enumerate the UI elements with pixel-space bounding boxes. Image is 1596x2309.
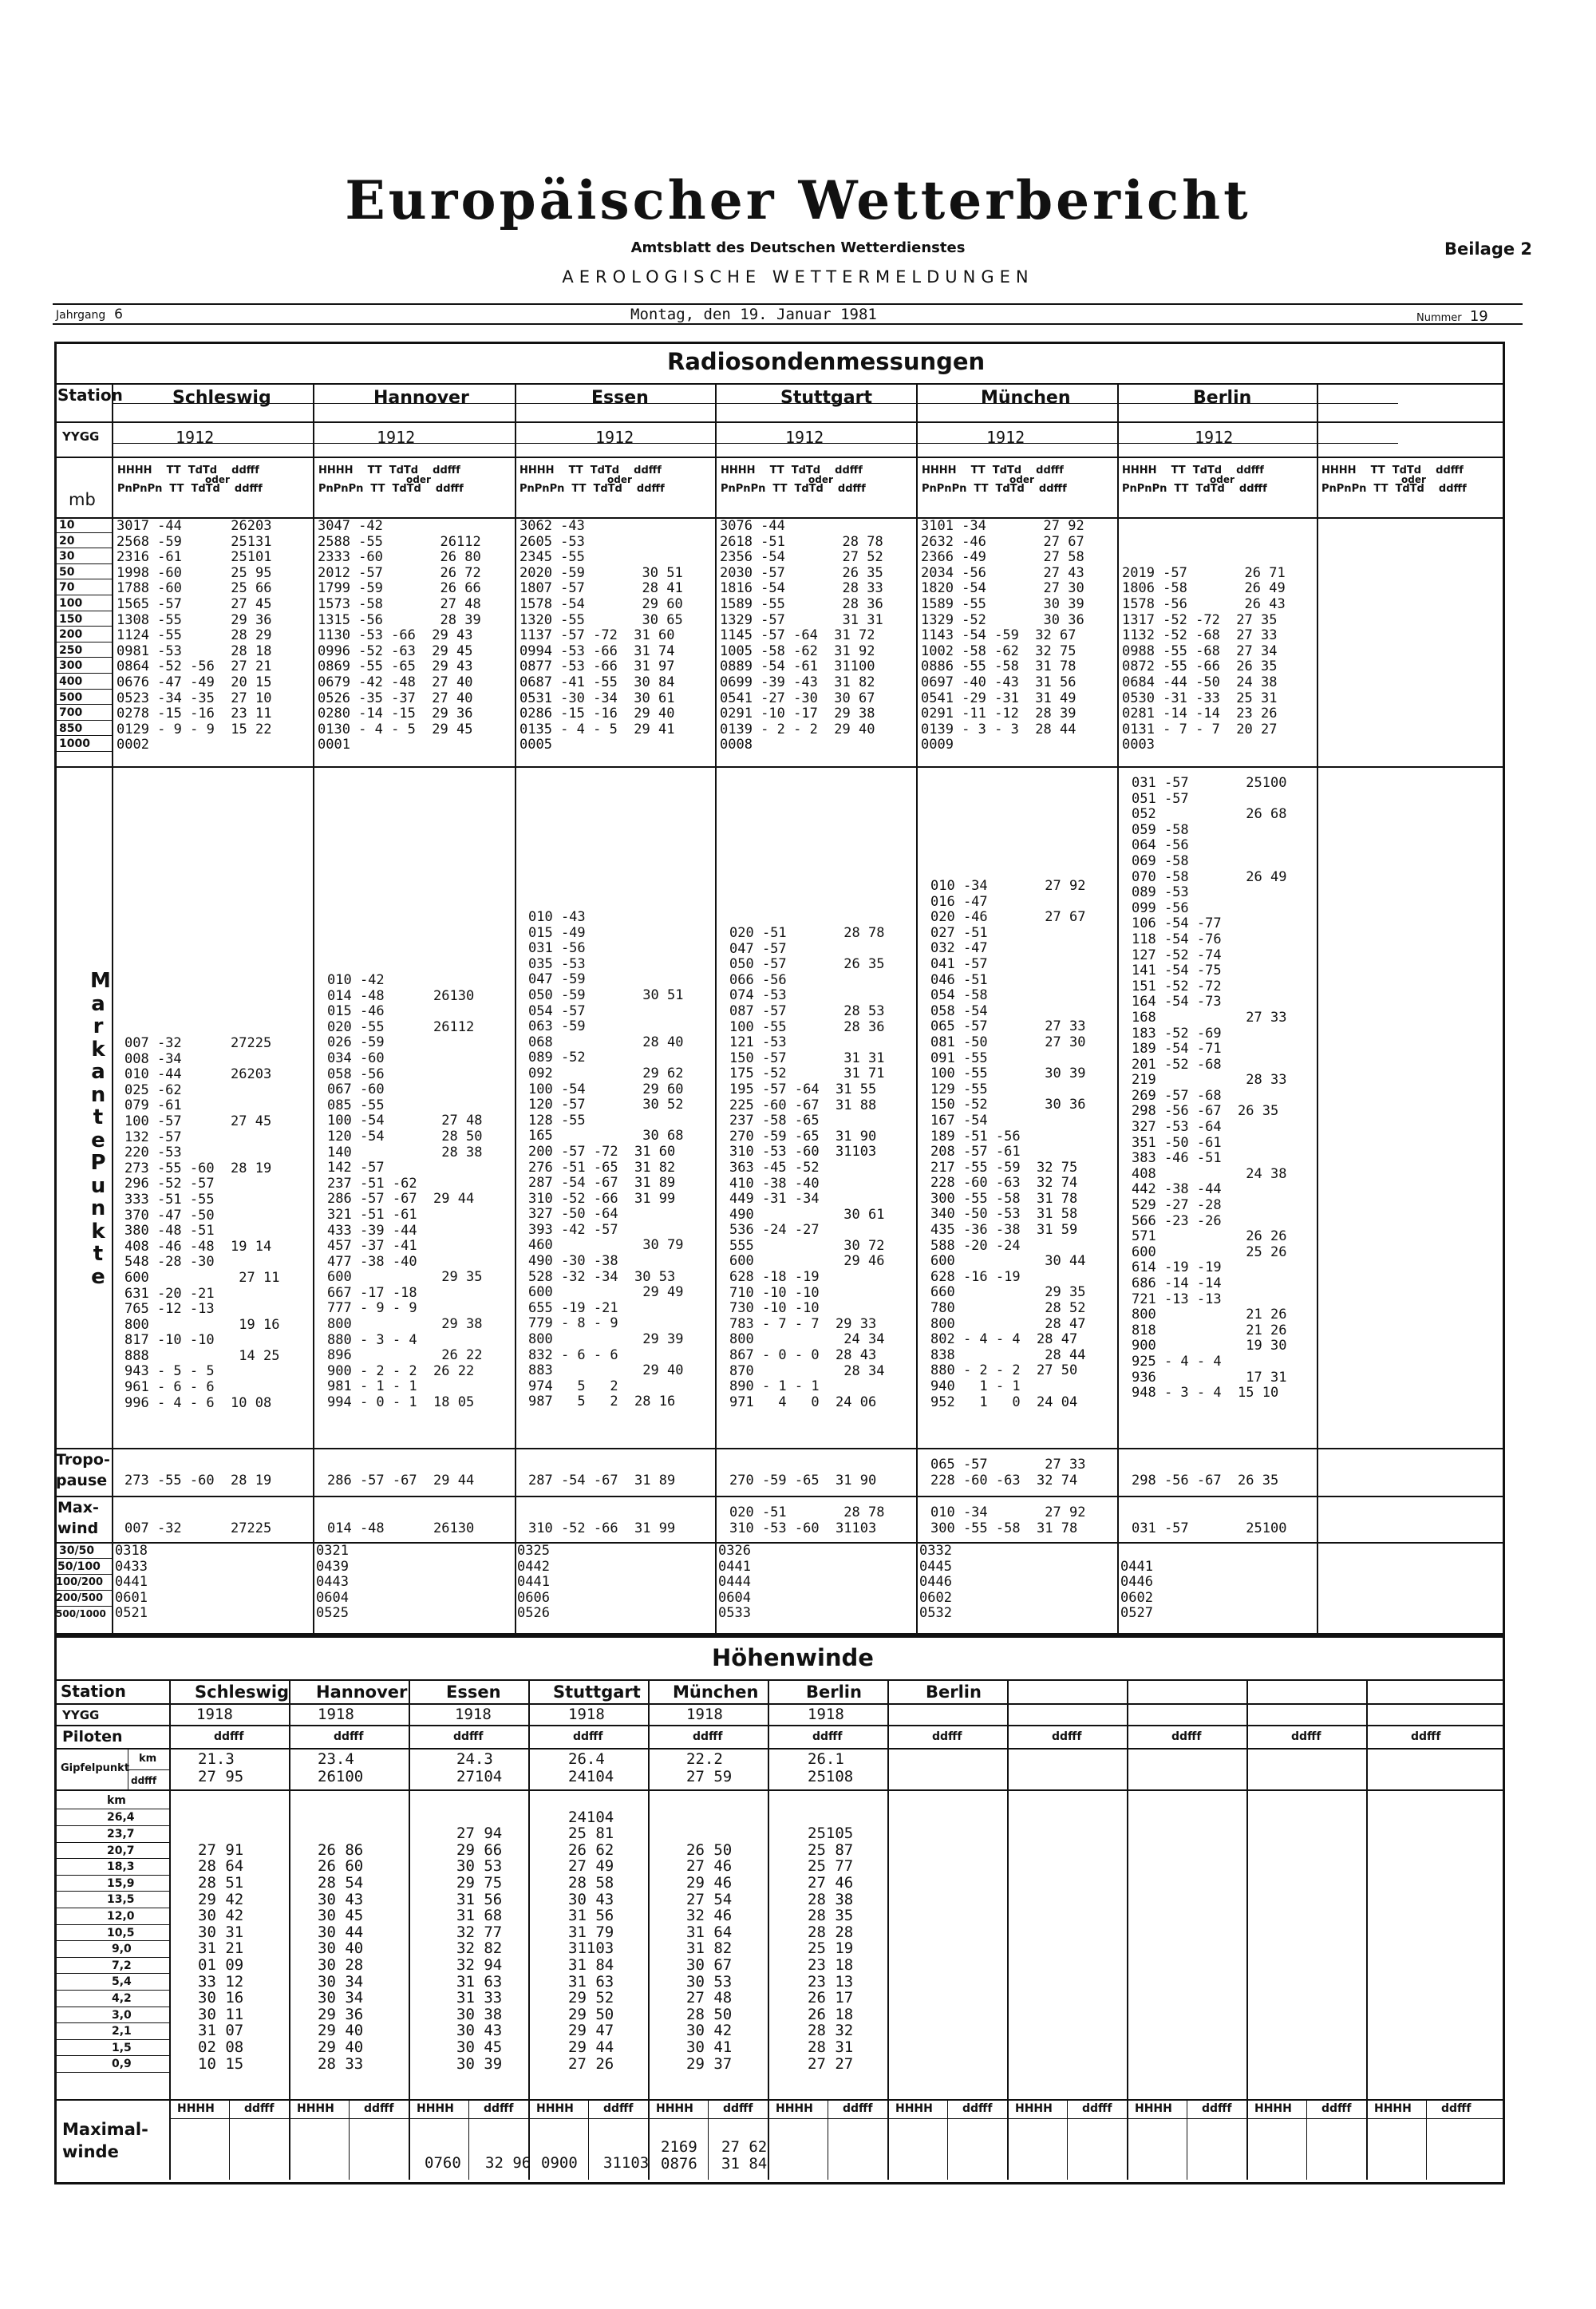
- mb-level: 400: [59, 675, 83, 688]
- rs-rule-6: [54, 1448, 1503, 1449]
- sig-points-muenchen: 010 -34 27 92 016 -47 020 -46 27 67 027 -51 032 -47 041 -57 046 -51 054 -58 058 -54 065 -57 27 33 081 -50 27 30 091 -55 100 -55 30 39 129 -55 150 -52 30 36 167 -54 189 -51 -56 208 -57 -61 217 -55 -59 32 75 228 -60 -63 32 74 300 -55 -58 31 78 340 -50 -53 31 58 435 -36 -38 31 59 588 -20 -24 600 30 44 628 -16 -19 660 29 35 780 28 52 800 28 47 802 - 4 - 4 28 47 838 28 44 880 - 2 - 2 27 50 940 1 - 1 952 1 0 24 04: [930, 878, 1086, 1410]
- hw-height: 26,4: [107, 1811, 135, 1824]
- layer-label: 500/1000: [56, 1608, 106, 1619]
- format-head: [318, 461, 510, 498]
- hw-max-sub-rule: [1426, 2099, 1427, 2180]
- hw-max-ddfff-head: ddfff: [1082, 2102, 1112, 2115]
- hw-height-rule: [54, 1891, 169, 1892]
- sig-points-schleswig: 007 -32 27225 008 -34 010 -44 26203 025 -62 079 -61 100 -57 27 45 132 -57 220 -53 273 -55 -60 28 19 296 -52 -57 333 -51 -55 370 -47 -50 380 -48 -51 408 -46 -48 19 14 548 -28 -30 600 27 11 631 -20 -21 765 -12 -13 800 19 16 817 -10 -10 888 14 25 943 - 5 - 5 961 - 6 - 6 996 - 4 - 6 10 08: [124, 1035, 280, 1411]
- hw-gipfel-km: 22.2: [686, 1750, 723, 1768]
- hw-col-rule: [1366, 1679, 1368, 2180]
- hw-gipfel-ddfff: 27 59: [686, 1768, 733, 1785]
- layer-label: 30/50: [59, 1544, 95, 1557]
- layer-rule: [54, 1606, 113, 1607]
- hw-max-ddfff-head: ddfff: [843, 2102, 873, 2115]
- sig-points-essen: 010 -43 015 -49 031 -56 035 -53 047 -59 050 -59 30 51 054 -57 063 -59 068 28 40 089 -52 092 29 62 100 -54 29 60 120 -57 30 52 128 -55 165 30 68 200 -57 -72 31 60 276 -51 -65 31 82 287 -54 -67 31 89 310 -52 -66 31 99 327 -50 -64 393 -42 -57 460 30 79 490 -30 -38 528 -32 -34 30 53 600 29 49 655 -19 -21 779 - 8 - 9 800 29 39 832 - 6 - 6 883 29 40 974 5 2 987 5 2 28 16: [528, 909, 684, 1410]
- mb-level: 50: [59, 566, 75, 579]
- hw-hhhh-head: HHHH: [656, 2102, 693, 2115]
- hw-height: 0,9: [112, 2058, 132, 2070]
- hw-height: 3,0: [112, 2009, 132, 2022]
- jahrgang-label: Jahrgang: [56, 309, 106, 322]
- mb-rule: [54, 563, 113, 564]
- tropo-essen: 287 -54 -67 31 89: [528, 1473, 676, 1489]
- hw-max-sub-rule: [229, 2099, 230, 2180]
- hw-height: 9,0: [112, 1943, 132, 1955]
- station-label: Station: [57, 385, 123, 405]
- yygg-value: 1912: [1195, 428, 1234, 447]
- tropo-schleswig: 273 -55 -60 28 19: [124, 1473, 272, 1489]
- hw-height-rule: [54, 1875, 169, 1876]
- tropo-hannover: 286 -57 -67 29 44: [327, 1473, 475, 1489]
- yygg-value: 1912: [986, 428, 1025, 447]
- hw-height: 12,0: [107, 1910, 135, 1923]
- hw-height: 23,7: [107, 1828, 135, 1840]
- mb-rule: [54, 689, 113, 690]
- rs-rule-7: [54, 1496, 1503, 1497]
- hw-ddfff-head: ddfff: [1411, 1730, 1441, 1743]
- rs-col-rule: [715, 383, 717, 1633]
- format-head-line2: oder: [607, 474, 632, 485]
- hw-height: 18,3: [107, 1860, 135, 1873]
- layers-muenchen: 0332 0445 0446 0602 0532: [919, 1543, 952, 1622]
- hw-max-ddfff-head: ddfff: [244, 2102, 275, 2115]
- tropo-label: Tropo- pause: [56, 1451, 110, 1489]
- hw-rule: [54, 1789, 1503, 1791]
- station-name: Essen: [591, 388, 649, 408]
- hw-height-rule: [54, 1825, 169, 1826]
- hw-max-muenchen-h: 2169 0876: [661, 2138, 697, 2173]
- hw-gipfel-km: 26.4: [568, 1750, 605, 1768]
- mb-rule: [54, 657, 113, 658]
- hw-hhhh-head: HHHH: [177, 2102, 215, 2115]
- hw-station-name: München: [673, 1682, 759, 1702]
- hw-height-rule: [54, 2072, 169, 2073]
- hw-max-sub-rule: [1306, 2099, 1307, 2180]
- hw-max-stuttgart-h: 0900: [541, 2154, 578, 2172]
- hw-hhhh-head: HHHH: [895, 2102, 933, 2115]
- hw-ddfff-head: ddfff: [453, 1730, 484, 1743]
- maxwind-label: Max- wind: [57, 1499, 99, 1537]
- hw-winds-hannover: 26 86 26 60 28 54 30 43 30 45 30 44 30 40 30 28 30 34 30 34 29 36 29 40 29 40 28 33: [318, 1840, 364, 2073]
- hw-gipfel-label: Gipfelpunkt: [61, 1762, 130, 1774]
- hw-ddfff-head: ddfff: [573, 1730, 603, 1743]
- hw-max-sub-rule: [588, 2099, 589, 2180]
- hw-winds-essen: 27 94 29 66 30 53 29 75 31 56 31 68 32 77 32 82 32 94 31 63 31 33 30 38 30 43 30 45 30 39: [456, 1825, 503, 2073]
- layer-label: 100/200: [56, 1576, 104, 1588]
- mb-label: mb: [69, 490, 96, 509]
- rs-rule-2: [54, 421, 1503, 423]
- hw-height-rule: [54, 1957, 169, 1958]
- hw-winds-schleswig: 27 91 28 64 28 51 29 42 30 42 30 31 31 21 01 09 33 12 30 16 30 11 31 07 02 08 10 15: [198, 1840, 244, 2073]
- hw-max-essen-h: 0760: [425, 2154, 461, 2172]
- hw-height: 10,5: [107, 1927, 135, 1939]
- hw-max-ddfff-head: ddfff: [1441, 2102, 1472, 2115]
- hw-yygg-value: 1918: [686, 1706, 723, 1723]
- mb-level: 200: [59, 628, 83, 641]
- hw-maximal-label: Maximal- winde: [62, 2120, 148, 2161]
- tropo-stuttgart: 270 -59 -65 31 90: [729, 1473, 877, 1489]
- format-head-line3: PnPnPn TT TdTd ddfff: [922, 483, 1067, 495]
- layer-label: 200/500: [56, 1592, 104, 1604]
- mb-level: 100: [59, 597, 83, 610]
- hw-gipfel-km: 23.4: [318, 1750, 354, 1768]
- hw-max-essen-d: 32 96: [485, 2154, 531, 2172]
- hoehenwinde-title: Höhenwinde: [712, 1644, 874, 1671]
- hw-yygg-value: 1918: [318, 1706, 354, 1723]
- layer-rule: [54, 1558, 113, 1559]
- markante-punkte-text: Markante Punkte: [90, 969, 111, 1289]
- hw-max-sub-rule: [947, 2099, 948, 2180]
- station-name: Schleswig: [172, 388, 271, 408]
- mb-level: 1000: [59, 737, 90, 750]
- format-head-line1: HHHH TT TdTd ddfff: [318, 465, 460, 476]
- hw-ddfff-head: ddfff: [812, 1730, 843, 1743]
- tropo-muenchen: 065 -57 27 33 228 -60 -63 32 74: [930, 1457, 1086, 1489]
- hw-yygg-label: YYGG: [62, 1708, 100, 1722]
- hw-winds-stuttgart: 24104 25 81 26 62 27 49 28 58 30 43 31 56 31 79 31103 31 84 31 63 29 52 29 50 29 47 29 44 27 26: [568, 1808, 614, 2073]
- rs-rule-5: [54, 766, 1503, 768]
- hw-col-rule: [887, 1679, 889, 2180]
- layers-schleswig: 0318 0433 0441 0601 0521: [115, 1543, 148, 1622]
- maxwind-berlin: 031 -57 25100: [1132, 1520, 1287, 1536]
- std-levels-hannover: 3047 -42 2588 -55 26112 2333 -60 26 80 2012 -57 26 72 1799 -59 26 66 1573 -58 27 48 1315 -56 28 39 1130 -53 -66 29 43 0996 -52 -63 29 45 0869 -55 -65 29 43 0679 -42 -48 27 40 0526 -35 -37 27 40 0280 -14 -15 29 36 0130 - 4 - 5 29 45 0001: [318, 518, 481, 753]
- hw-station-name: Schleswig: [195, 1682, 290, 1702]
- hw-rule: [54, 1748, 1503, 1750]
- sig-points-hannover: 010 -42 014 -48 26130 015 -46 020 -55 26112 026 -59 034 -60 058 -56 067 -60 085 -55 100 -54 27 48 120 -54 28 50 140 28 38 142 -57 237 -51 -62 286 -57 -67 29 44 321 -51 -61 433 -39 -44 457 -37 -41 477 -38 -40 600 29 35 667 -17 -18 777 - 9 - 9 800 29 38 880 - 3 - 4 896 26 22 900 - 2 - 2 26 22 981 - 1 - 1 994 - 0 - 1 18 05: [327, 972, 483, 1411]
- hw-ddfff-head: ddfff: [214, 1730, 244, 1743]
- hw-height-rule: [54, 2022, 169, 2023]
- format-head-line1: HHHH TT TdTd ddfff: [117, 465, 259, 476]
- hw-height: 4,2: [112, 1992, 132, 2005]
- hw-col-rule: [768, 1679, 769, 2180]
- hw-station-name: Hannover: [316, 1682, 408, 1702]
- mb-level: 30: [59, 550, 75, 563]
- hw-rule: [54, 1725, 1503, 1726]
- hw-col-rule: [648, 1679, 650, 2180]
- mb-rule: [54, 751, 113, 752]
- mb-rule: [54, 626, 113, 627]
- sig-points-stuttgart: 020 -51 28 78 047 -57 050 -57 26 35 066 -56 074 -53 087 -57 28 53 100 -55 28 36 121 -53 150 -57 31 31 175 -52 31 71 195 -57 -64 31 55 225 -60 -67 31 88 237 -58 -65 270 -59 -65 31 90 310 -53 -60 31103 363 -45 -52 410 -38 -40 449 -31 -34 490 30 61 536 -24 -27 555 30 72 600 29 46 628 -18 -19 710 -10 -10 730 -10 -10 783 - 7 - 7 29 33 800 24 34 867 - 0 - 0 28 43 870 28 34 890 - 1 - 1 971 4 0 24 06: [729, 925, 885, 1410]
- hw-max-ddfff-head: ddfff: [1321, 2102, 1352, 2115]
- format-head-line3: PnPnPn TT TdTd ddfff: [519, 483, 665, 495]
- format-head-line1: HHHH TT TdTd ddfff: [922, 465, 1064, 476]
- hw-max-ddfff-head: ddfff: [723, 2102, 753, 2115]
- std-levels-schleswig: 3017 -44 26203 2568 -59 25131 2316 -61 25101 1998 -60 25 95 1788 -60 25 66 1565 -57 27 45 1308 -55 29 36 1124 -55 28 29 0981 -53 28 18 0864 -52 -56 27 21 0676 -47 -49 20 15 0523 -34 -35 27 10 0278 -15 -16 23 11 0129 - 9 - 9 15 22 0002: [117, 518, 272, 753]
- layer-label: 50/100: [57, 1560, 101, 1573]
- mb-level: 10: [59, 519, 75, 532]
- format-head: [922, 461, 1113, 498]
- rs-rule-3: [54, 457, 1503, 458]
- hw-gipfel-ddfff: 25108: [808, 1768, 854, 1785]
- hw-height: 20,7: [107, 1844, 135, 1857]
- hw-height: 5,4: [112, 1975, 132, 1988]
- mb-rule: [54, 735, 113, 736]
- hw-piloten-label: Piloten: [62, 1728, 123, 1746]
- format-head-line2: oder: [1401, 474, 1426, 485]
- format-head-line3: PnPnPn TT TdTd ddfff: [721, 483, 866, 495]
- rs-col-rule: [916, 383, 918, 1633]
- hw-col-rule: [1007, 1679, 1009, 2180]
- hw-hhhh-head: HHHH: [1374, 2102, 1412, 2115]
- hw-height-rule: [54, 1940, 169, 1941]
- hw-gipfel-km: 26.1: [808, 1750, 844, 1768]
- hw-station-name: Berlin: [806, 1682, 862, 1702]
- hw-gipfel-km: 21.3: [198, 1750, 235, 1768]
- format-head: [1122, 461, 1314, 498]
- hw-height: 13,5: [107, 1893, 135, 1906]
- layers-essen: 0325 0442 0441 0606 0526: [517, 1543, 550, 1622]
- hw-height-rule: [54, 1990, 169, 1991]
- nummer-value: 19: [1469, 308, 1488, 325]
- format-head-line1: HHHH TT TdTd ddfff: [1321, 465, 1464, 476]
- hw-max-ddfff-head: ddfff: [484, 2102, 514, 2115]
- hw-yygg-value: 1918: [568, 1706, 605, 1723]
- hw-col-rule: [409, 1679, 410, 2180]
- maxwind-essen: 310 -52 -66 31 99: [528, 1520, 676, 1536]
- markante-punkte-label: [85, 970, 112, 1288]
- mb-rule: [54, 673, 113, 674]
- format-head-line1: HHHH TT TdTd ddfff: [519, 465, 662, 476]
- yygg-label: YYGG: [62, 429, 100, 444]
- format-head-line2: oder: [205, 474, 230, 485]
- layers-stuttgart: 0326 0441 0444 0604 0533: [718, 1543, 751, 1622]
- layers-berlin: 0441 0446 0602 0527: [1120, 1558, 1153, 1622]
- format-head: [721, 461, 912, 498]
- station-name: Stuttgart: [780, 388, 873, 408]
- format-head-line3: PnPnPn TT TdTd ddfff: [1321, 483, 1467, 495]
- hw-height-rule: [54, 1924, 169, 1925]
- hw-yygg-value: 1918: [455, 1706, 492, 1723]
- mb-level: 20: [59, 535, 75, 548]
- hw-max-muenchen-d: 27 62 31 84: [721, 2138, 768, 2173]
- hw-max-ddfff-head: ddfff: [603, 2102, 634, 2115]
- nummer: [1416, 308, 1488, 325]
- rs-col-rule: [1317, 383, 1318, 1633]
- radiosonde-title: Radiosondenmessungen: [667, 348, 986, 375]
- maxwind-schleswig: 007 -32 27225: [124, 1520, 272, 1536]
- jahrgang: [56, 306, 123, 322]
- hw-yygg-value: 1918: [808, 1706, 844, 1723]
- hw-max-sub-rule: [1067, 2099, 1068, 2180]
- yygg-value: 1912: [176, 428, 215, 447]
- mb-level: 300: [59, 659, 83, 672]
- hw-col-rule: [1246, 1679, 1248, 2180]
- hw-ddfff-head: ddfff: [693, 1730, 723, 1743]
- format-head-line1: HHHH TT TdTd ddfff: [721, 465, 863, 476]
- format-head-line2: oder: [1009, 474, 1034, 485]
- hw-ddfff-head: ddfff: [1171, 1730, 1202, 1743]
- subtitle: Amtsblatt des Deutschen Wetterdienstes: [630, 239, 966, 256]
- hw-hhhh-head: HHHH: [297, 2102, 334, 2115]
- hw-gipfel-km: 24.3: [456, 1750, 493, 1768]
- mb-level: 850: [59, 722, 83, 735]
- hw-ddfff-label: ddfff: [131, 1775, 157, 1786]
- rs-rule-1: [54, 383, 1503, 385]
- hw-max-ddfff-head: ddfff: [962, 2102, 993, 2115]
- layer-rule: [54, 1590, 113, 1591]
- hw-gipfel-ddfff: 24104: [568, 1768, 614, 1785]
- format-head-line2: oder: [406, 474, 431, 485]
- hw-max-ddfff-head: ddfff: [364, 2102, 394, 2115]
- mb-rule: [54, 532, 113, 533]
- hw-gipfel-ddfff: 27104: [456, 1768, 503, 1785]
- format-head-line1: HHHH TT TdTd ddfff: [1122, 465, 1264, 476]
- rs-col-rule: [112, 383, 113, 1633]
- mb-rule: [54, 704, 113, 705]
- hw-rule: [54, 1703, 1503, 1705]
- rs-col-rule: [515, 383, 516, 1633]
- rs-rule-8: [54, 1542, 1503, 1544]
- hw-hhhh-head: HHHH: [417, 2102, 454, 2115]
- hw-col-rule: [1127, 1679, 1128, 2180]
- hw-station-name: Essen: [446, 1682, 501, 1702]
- format-head-line3: PnPnPn TT TdTd ddfff: [1122, 483, 1267, 495]
- page-title: Europäischer Wetterbericht: [345, 169, 1251, 231]
- hw-ddfff-head: ddfff: [932, 1730, 962, 1743]
- issue-date: Montag, den 19. Januar 1981: [630, 306, 877, 323]
- hw-ddfff-head: ddfff: [334, 1730, 364, 1743]
- hw-rule: [54, 1679, 1503, 1681]
- std-levels-essen: 3062 -43 2605 -53 2345 -55 2020 -59 30 51 1807 -57 28 41 1578 -54 29 60 1320 -55 30 65 1137 -57 -72 31 60 0994 -53 -66 31 74 0877 -53 -66 31 97 0687 -41 -55 30 84 0531 -30 -34 30 61 0286 -15 -16 29 40 0135 - 4 - 5 29 41 0005: [519, 518, 683, 753]
- hw-max-sub-rule: [349, 2099, 350, 2180]
- header-rule-bottom: [53, 323, 1523, 325]
- hw-gipfel-rule: [128, 1769, 169, 1770]
- hw-max-stuttgart-d: 31103: [603, 2154, 650, 2172]
- maxwind-muenchen: 010 -34 27 92 300 -55 -58 31 78: [930, 1504, 1086, 1536]
- mb-level: 150: [59, 613, 83, 626]
- beilage-label: Beilage 2: [1444, 239, 1533, 259]
- mb-level: 70: [59, 581, 75, 594]
- mb-level: 500: [59, 691, 83, 704]
- hw-max-sub-rule: [708, 2099, 709, 2180]
- hw-hhhh-head: HHHH: [776, 2102, 813, 2115]
- yygg-value: 1912: [785, 428, 824, 447]
- format-head-line2: oder: [1210, 474, 1235, 485]
- hw-station-label: Station: [61, 1682, 126, 1701]
- hw-col-rule: [289, 1679, 290, 2180]
- hw-height-rule: [54, 1858, 169, 1859]
- hw-max-sub-rule: [468, 2099, 469, 2180]
- station-name: Hannover: [373, 388, 469, 408]
- format-head: [519, 461, 711, 498]
- hw-hhhh-head: HHHH: [1254, 2102, 1292, 2115]
- header-rule-top: [53, 303, 1523, 305]
- tropo-berlin: 298 -56 -67 26 35: [1132, 1473, 1279, 1489]
- hw-hhhh-head: HHHH: [1015, 2102, 1053, 2115]
- hw-km-label: km: [139, 1753, 157, 1765]
- hw-station-name: Berlin: [926, 1682, 982, 1702]
- hw-height-rule: [54, 2039, 169, 2040]
- mb-rule: [54, 720, 113, 721]
- hw-hhhh-head: HHHH: [536, 2102, 574, 2115]
- layer-rule: [54, 1574, 113, 1575]
- hw-height: 2,1: [112, 2025, 132, 2038]
- hw-yygg-value: 1918: [196, 1706, 233, 1723]
- maxwind-hannover: 014 -48 26130: [327, 1520, 475, 1536]
- maxwind-stuttgart: 020 -51 28 78 310 -53 -60 31103: [729, 1504, 885, 1536]
- hw-height: km: [107, 1794, 126, 1807]
- nummer-label: Nummer: [1416, 312, 1462, 324]
- hw-height: 1,5: [112, 2042, 132, 2054]
- format-head: [1321, 461, 1501, 498]
- format-head: [117, 461, 309, 498]
- hw-height: 7,2: [112, 1959, 132, 1972]
- layers-hannover: 0321 0439 0443 0604 0525: [316, 1543, 349, 1622]
- station-name: München: [981, 388, 1071, 408]
- hw-ddfff-head: ddfff: [1291, 1730, 1321, 1743]
- hw-rule: [169, 2118, 1503, 2119]
- format-head-line3: PnPnPn TT TdTd ddfff: [117, 483, 263, 495]
- hw-station-name: Stuttgart: [553, 1682, 641, 1702]
- sig-points-berlin: 031 -57 25100 051 -57 052 26 68 059 -58 064 -56 069 -58 070 -58 26 49 089 -53 099 -56 106 -54 -77 118 -54 -76 127 -52 -74 141 -54 -75 151 -52 -72 164 -54 -73 168 27 33 183 -52 -69 189 -54 -71 201 -52 -68 219 28 33 269 -57 -68 298 -56 -67 26 35 327 -53 -64 351 -50 -61 383 -46 -51 408 24 38 442 -38 -44 529 -27 -28 566 -23 -26 571 26 26 600 25 26 614 -19 -19 686 -14 -14 721 -13 -13 800 21 26 818 21 26 900 19 30 925 - 4 - 4 936 17 31 948 - 3 - 4 15 10: [1132, 775, 1287, 1402]
- hw-height-rule: [54, 1973, 169, 1974]
- hw-gipfel-ddfff: 27 95: [198, 1768, 244, 1785]
- format-head-line3: PnPnPn TT TdTd ddfff: [318, 483, 464, 495]
- hw-height-rule: [54, 2055, 169, 2056]
- std-levels-stuttgart: 3076 -44 2618 -51 28 78 2356 -54 27 52 2030 -57 26 35 1816 -54 28 33 1589 -55 28 36 1329 -57 31 31 1145 -57 -64 31 72 1005 -58 -62 31 92 0889 -54 -61 31100 0699 -39 -43 31 82 0541 -27 -30 30 67 0291 -10 -17 29 38 0139 - 2 - 2 29 40 0008: [720, 518, 883, 753]
- station-name: Berlin: [1193, 388, 1252, 408]
- hw-height-rule: [54, 1842, 169, 1843]
- hw-col-rule: [528, 1679, 530, 2180]
- mb-level: 250: [59, 644, 83, 657]
- hw-winds-muenchen: 26 50 27 46 29 46 27 54 32 46 31 64 31 82 30 67 30 53 27 48 28 50 30 42 30 41 29 37: [686, 1840, 733, 2073]
- mb-level: 700: [59, 706, 83, 719]
- yygg-value: 1912: [595, 428, 634, 447]
- hw-ddfff-head: ddfff: [1052, 1730, 1082, 1743]
- rs-col-rule: [313, 383, 314, 1633]
- format-head-line2: oder: [808, 474, 833, 485]
- jahrgang-value: 6: [114, 306, 123, 322]
- hw-max-ddfff-head: ddfff: [1202, 2102, 1232, 2115]
- std-levels-muenchen: 3101 -34 27 92 2632 -46 27 67 2366 -49 27 58 2034 -56 27 43 1820 -54 27 30 1589 -55 30 39 1329 -52 30 36 1143 -54 -59 32 67 1002 -58 -62 32 75 0886 -55 -58 31 78 0697 -40 -43 31 56 0541 -29 -31 31 49 0291 -11 -12 28 39 0139 - 3 - 3 28 44 0009: [921, 518, 1084, 753]
- hw-height: 15,9: [107, 1877, 135, 1890]
- std-levels-berlin: 2019 -57 26 71 1806 -58 26 49 1578 -56 26 43 1317 -52 -72 27 35 1132 -52 -68 27 33 0988 -55 -68 27 34 0872 -55 -66 26 35 0684 -44 -50 24 38 0530 -31 -33 25 31 0281 -14 -14 23 26 0131 - 7 - 7 20 27 0003: [1122, 564, 1286, 753]
- hw-winds-berlin: 25105 25 87 25 77 27 46 28 38 28 35 28 28 25 19 23 18 23 13 26 17 26 18 28 32 28 31 27 27: [808, 1825, 854, 2073]
- hw-hhhh-head: HHHH: [1135, 2102, 1172, 2115]
- rs-col-rule: [1117, 383, 1119, 1633]
- yygg-value: 1912: [377, 428, 416, 447]
- section-heading: AEROLOGISCHE WETTERMELDUNGEN: [562, 267, 1034, 287]
- hw-gipfel-ddfff: 26100: [318, 1768, 364, 1785]
- hw-col-rule: [169, 1679, 171, 2180]
- hw-rule: [54, 2099, 1503, 2101]
